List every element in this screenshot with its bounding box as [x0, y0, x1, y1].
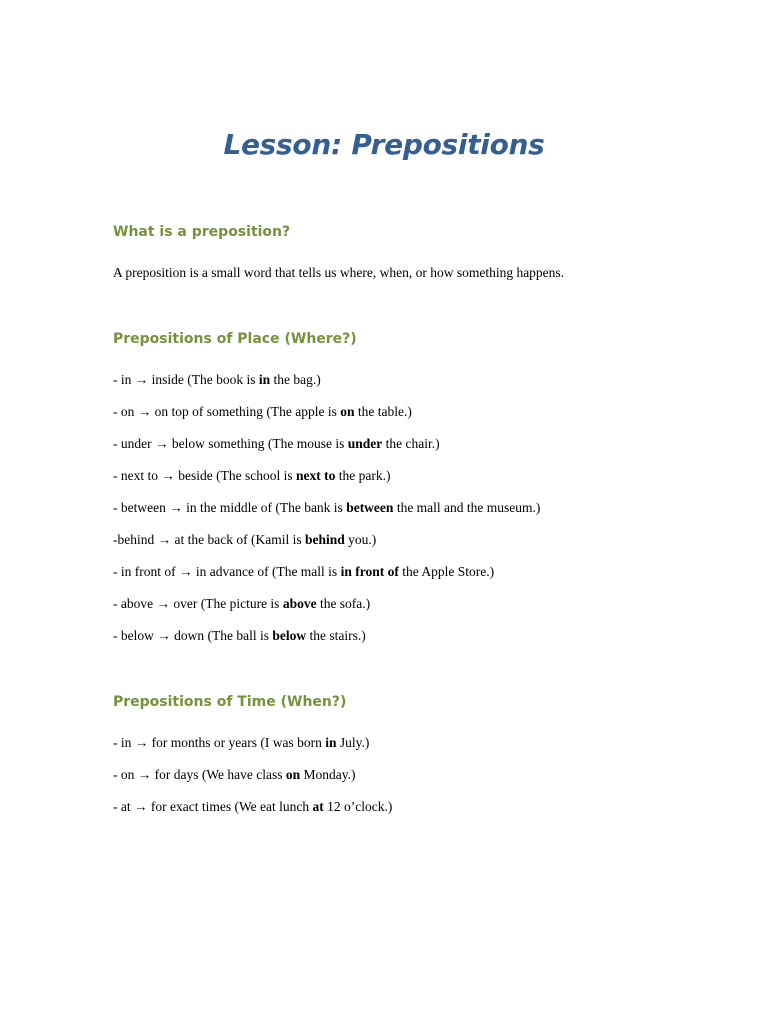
place-item: - above → over (The picture is above the sofa.) — [113, 596, 371, 611]
time-item: - on → for days (We have class on Monday.) — [113, 767, 356, 782]
place-item: - under → below something (The mouse is under the chair.) — [113, 436, 440, 451]
place-item: - on → on top of something (The apple is on the table.) — [113, 404, 412, 419]
definition-paragraph: A preposition is a small word that tells us where, when, or how something happens. — [113, 265, 565, 280]
place-item: -behind → at the back of (Kamil is behind you.) — [113, 532, 377, 547]
page-title: Lesson: Prepositions — [223, 128, 545, 161]
place-item: - next to → beside (The school is next to the park.) — [113, 468, 391, 483]
place-item: - between → in the middle of (The bank is between the mall and the museum.) — [113, 500, 541, 515]
place-item: - below → down (The ball is below the stairs.) — [113, 628, 366, 643]
section-heading-what-is: What is a preposition? — [113, 224, 291, 240]
section-heading-time: Prepositions of Time (When?) — [113, 694, 347, 710]
section-heading-place: Prepositions of Place (Where?) — [113, 331, 357, 347]
time-item: - at → for exact times (We eat lunch at 12 o’clock.) — [113, 799, 393, 814]
place-item: - in → inside (The book is in the bag.) — [113, 372, 321, 387]
time-item: - in → for months or years (I was born in July.) — [113, 735, 370, 750]
place-item: - in front of → in advance of (The mall is in front of the Apple Store.) — [113, 564, 495, 579]
